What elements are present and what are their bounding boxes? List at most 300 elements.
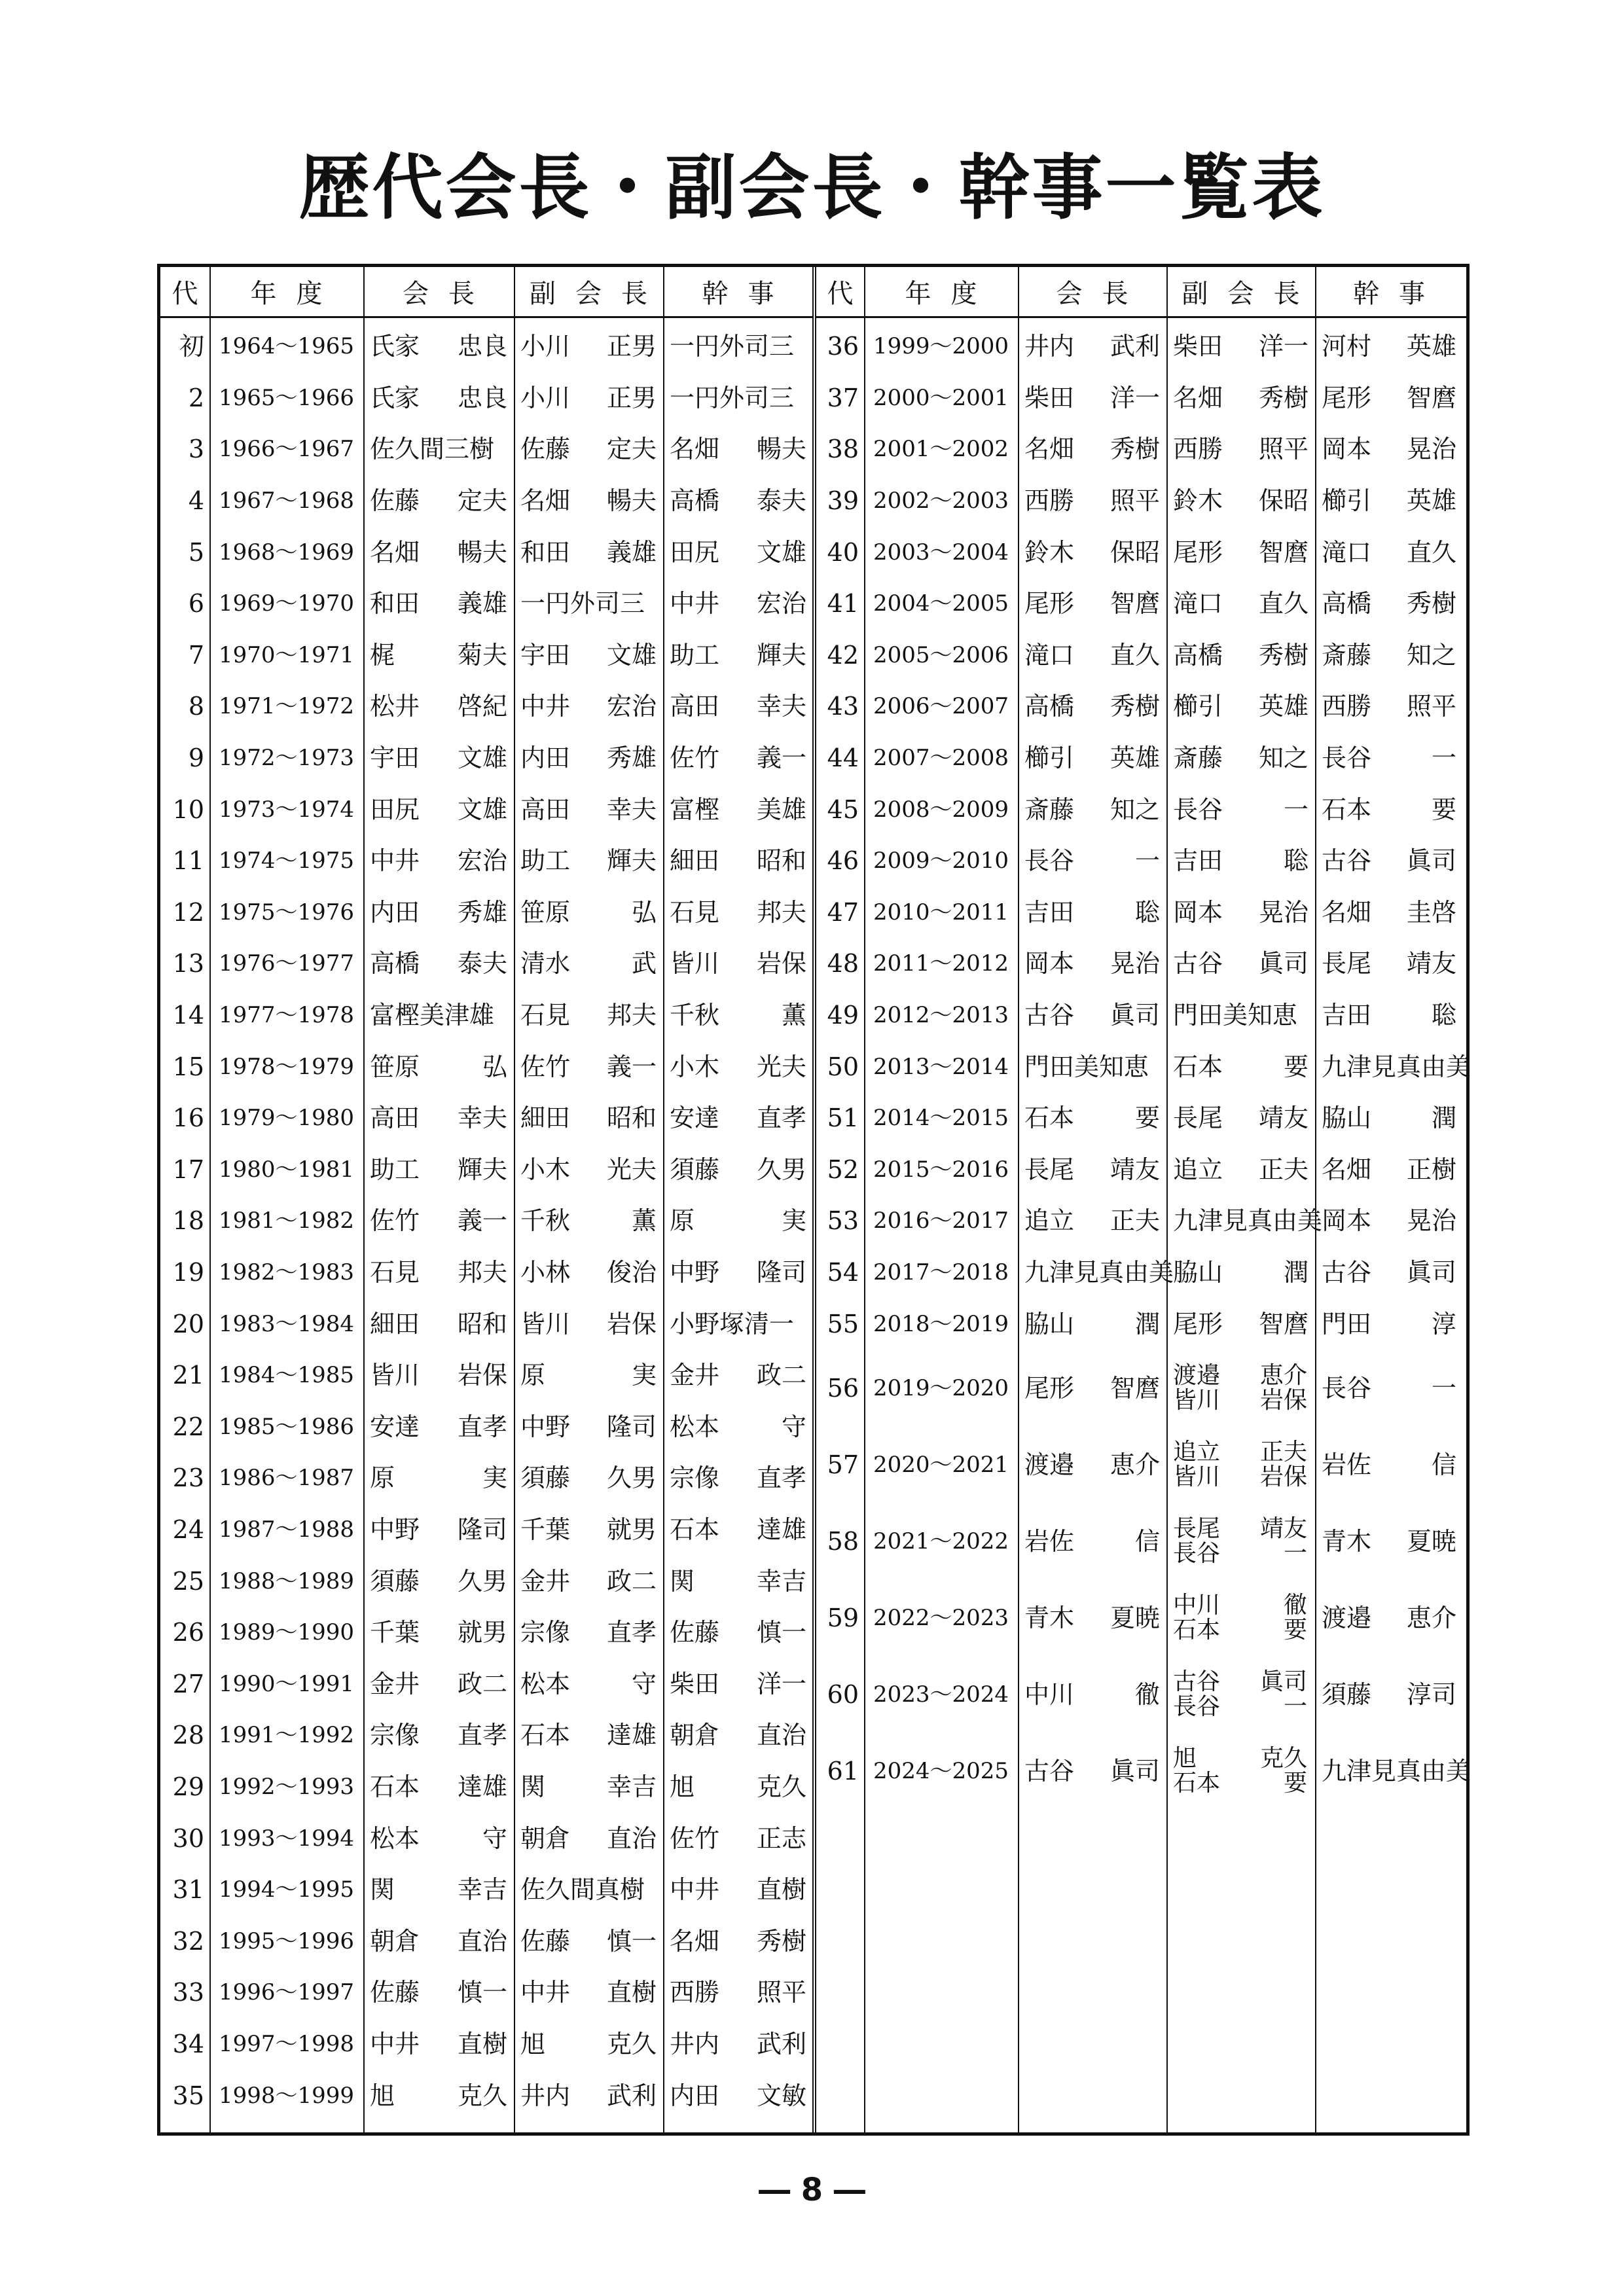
term-number: 58 (827, 1526, 859, 1556)
secretary-name: 石見 邦夫 (670, 897, 806, 927)
vice-president-name: 旭 克久 (1173, 1744, 1307, 1772)
secretary-name: 岡本 晃治 (1322, 435, 1456, 464)
column-header: 会長 (1056, 279, 1148, 309)
term-number: 54 (827, 1258, 859, 1287)
fiscal-year: 2009～2010 (873, 848, 1009, 874)
vice-president-name: 高田 幸夫 (520, 795, 657, 824)
term-number: 47 (827, 897, 859, 927)
president-name: 青木 夏暁 (1024, 1603, 1160, 1632)
fiscal-year: 1964～1965 (218, 333, 355, 360)
term-number: 18 (172, 1206, 204, 1236)
term-number: 51 (827, 1103, 859, 1133)
vice-president-name: 古谷 眞司 (1173, 1668, 1307, 1695)
fiscal-year: 1988～1989 (218, 1568, 355, 1594)
secretary-name: 朝倉 直治 (670, 1721, 806, 1750)
vice-president-name: 助工 輝夫 (520, 846, 657, 876)
vice-president-name: 佐竹 義一 (520, 1052, 657, 1081)
president-name: 名畑 秀樹 (1024, 435, 1160, 464)
secretary-name: 中井 直樹 (670, 1875, 806, 1905)
term-number: 34 (172, 2030, 204, 2059)
vice-president-name: 石本 要 (1173, 1769, 1307, 1797)
term-number: 26 (172, 1618, 204, 1647)
fiscal-year: 2017～2018 (873, 1259, 1009, 1286)
term-number: 57 (827, 1450, 859, 1479)
president-name: 井内 武利 (1024, 332, 1160, 361)
vice-president-name: 笹原 弘 (520, 897, 657, 927)
vice-president-name: 千葉 就男 (520, 1515, 657, 1545)
president-name: 岡本 晃治 (1024, 949, 1160, 978)
president-name: 須藤 久男 (370, 1566, 507, 1596)
president-name: 関 幸吉 (370, 1875, 507, 1905)
vice-president-names (1166, 1579, 1315, 1656)
fiscal-year: 1970～1971 (218, 641, 355, 668)
term-number: 4 (188, 486, 204, 516)
vice-president-name: 千秋 薫 (520, 1206, 657, 1236)
secretary-name: 須藤 淳司 (1322, 1679, 1456, 1709)
secretary-name: 中野 隆司 (670, 1258, 806, 1287)
president-name: 石見 邦夫 (370, 1258, 507, 1287)
vice-president-name: 和田 義雄 (520, 537, 657, 567)
fiscal-year: 1999～2000 (873, 333, 1009, 360)
term-number: 31 (172, 1875, 204, 1905)
vice-president-name: 小川 正男 (520, 332, 657, 361)
header-divider (160, 316, 812, 318)
president-name: 長谷 一 (1024, 846, 1160, 876)
fiscal-year: 2016～2017 (873, 1208, 1009, 1234)
vice-president-name: 皆川 岩保 (1173, 1463, 1307, 1490)
president-name: 石本 達雄 (370, 1772, 507, 1802)
vice-president-name: 追立 正夫 (1173, 1155, 1308, 1184)
vice-president-name: 長尾 靖友 (1173, 1515, 1307, 1542)
fiscal-year: 1980～1981 (218, 1156, 355, 1183)
fiscal-year: 1974～1975 (218, 848, 355, 874)
fiscal-year: 2021～2022 (873, 1528, 1009, 1554)
table-right-half (816, 267, 1471, 2132)
fiscal-year: 1997～1998 (218, 2031, 355, 2058)
vice-president-name: 吉田 聡 (1173, 846, 1308, 876)
secretary-name: 門田 淳 (1322, 1309, 1456, 1338)
secretary-name: 一円外司三 (670, 332, 795, 361)
secretary-name: 岡本 晃治 (1322, 1206, 1456, 1236)
fiscal-year: 2006～2007 (873, 693, 1009, 720)
vice-president-name: 名畑 暢夫 (520, 486, 657, 516)
president-name: 九津見真由美 (1024, 1258, 1174, 1287)
secretary-name: 高橋 秀樹 (1322, 589, 1456, 619)
president-name: 和田 義雄 (370, 589, 507, 619)
fiscal-year: 1967～1968 (218, 488, 355, 514)
fiscal-year: 1991～1992 (218, 1722, 355, 1749)
president-name: 中野 隆司 (370, 1515, 507, 1545)
president-name: 古谷 眞司 (1024, 1001, 1160, 1030)
secretary-name: 石本 要 (1322, 795, 1456, 824)
president-name: 金井 政二 (370, 1669, 507, 1698)
fiscal-year: 1993～1994 (218, 1825, 355, 1852)
secretary-name: 滝口 直久 (1322, 537, 1456, 567)
president-name: 門田美知恵 (1024, 1052, 1149, 1081)
president-name: 中井 宏治 (370, 846, 507, 876)
vice-president-name: 関 幸吉 (520, 1772, 657, 1802)
secretary-name: 櫛引 英雄 (1322, 486, 1456, 516)
term-number: 23 (172, 1463, 204, 1493)
fiscal-year: 1995～1996 (218, 1928, 355, 1954)
secretary-name: 細田 昭和 (670, 846, 806, 876)
fiscal-year: 1972～1973 (218, 745, 355, 772)
column-header: 会長 (403, 279, 494, 309)
term-number: 27 (172, 1669, 204, 1698)
vice-president-name: 鈴木 保昭 (1173, 486, 1308, 516)
secretary-name: 中井 宏治 (670, 589, 806, 619)
secretary-name: 斎藤 知之 (1322, 640, 1456, 670)
secretary-name: 柴田 洋一 (670, 1669, 806, 1698)
term-number: 29 (172, 1772, 204, 1802)
term-number: 25 (172, 1566, 204, 1596)
president-name: 佐久間三樹 (370, 435, 495, 464)
term-number: 21 (172, 1361, 204, 1390)
president-name: 内田 秀雄 (370, 897, 507, 927)
fiscal-year: 1973～1974 (218, 796, 355, 823)
secretary-name: 名畑 圭啓 (1322, 897, 1456, 927)
fiscal-year: 1981～1982 (218, 1208, 355, 1234)
president-name: 尾形 智麿 (1024, 589, 1160, 619)
secretary-name: 古谷 眞司 (1322, 1258, 1456, 1287)
secretary-name: 金井 政二 (670, 1361, 806, 1390)
column-header: 副会長 (530, 279, 667, 309)
president-name: 氏家 忠良 (370, 332, 507, 361)
term-number: 20 (172, 1309, 204, 1338)
fiscal-year: 1989～1990 (218, 1619, 355, 1646)
secretary-name: 佐藤 慎一 (670, 1618, 806, 1647)
fiscal-year: 1982～1983 (218, 1259, 355, 1286)
term-number: 59 (827, 1603, 859, 1632)
president-name: 松井 啓紀 (370, 692, 507, 721)
term-number: 56 (827, 1373, 859, 1403)
fiscal-year: 2018～2019 (873, 1310, 1009, 1337)
fiscal-year: 2023～2024 (873, 1681, 1009, 1708)
president-name: 滝口 直久 (1024, 640, 1160, 670)
column-header: 幹事 (1353, 279, 1445, 309)
vice-president-name: 石見 邦夫 (520, 1001, 657, 1030)
fiscal-year: 2007～2008 (873, 745, 1009, 772)
president-name: 高田 幸夫 (370, 1103, 507, 1133)
vice-president-name: 渡邉 恵介 (1173, 1361, 1307, 1389)
term-number: 60 (827, 1679, 859, 1709)
president-name: 佐藤 慎一 (370, 1978, 507, 2007)
vice-president-name: 佐久間真樹 (520, 1875, 645, 1905)
vice-president-name: 小林 俊治 (520, 1258, 657, 1287)
vice-president-name: 清水 武 (520, 949, 657, 978)
secretary-name: 富樫 美雄 (670, 795, 806, 824)
term-number: 36 (827, 332, 859, 361)
vice-president-name: 滝口 直久 (1173, 589, 1308, 619)
fiscal-year: 1976～1977 (218, 950, 355, 977)
fiscal-year: 1994～1995 (218, 1876, 355, 1903)
term-number: 50 (827, 1052, 859, 1081)
vice-president-names (1166, 1732, 1315, 1809)
vice-president-name: 松本 守 (520, 1669, 657, 1698)
president-name: 笹原 弘 (370, 1052, 507, 1081)
fiscal-year: 2011～2012 (873, 950, 1009, 977)
vice-president-name: 脇山 潤 (1173, 1258, 1308, 1287)
president-name: 脇山 潤 (1024, 1309, 1160, 1338)
term-number: 初 (179, 332, 204, 361)
secretary-name: 原 実 (670, 1206, 806, 1236)
vice-president-name: 追立 正夫 (1173, 1438, 1307, 1465)
vice-president-name: 佐藤 定夫 (520, 435, 657, 464)
fiscal-year: 1983～1984 (218, 1310, 355, 1337)
column-header: 幹事 (702, 279, 794, 309)
fiscal-year: 2002～2003 (873, 488, 1009, 514)
president-name: 氏家 忠良 (370, 383, 507, 412)
fiscal-year: 1971～1972 (218, 693, 355, 720)
secretary-name: 一円外司三 (670, 383, 795, 412)
president-name: 宇田 文雄 (370, 744, 507, 773)
vice-president-name: 小川 正男 (520, 383, 657, 412)
vice-president-name: 原 実 (520, 1361, 657, 1390)
secretary-name: 皆川 岩保 (670, 949, 806, 978)
vice-president-name: 九津見真由美 (1173, 1206, 1323, 1236)
term-number: 8 (188, 692, 204, 721)
term-number: 19 (172, 1258, 204, 1287)
table-left-half (160, 267, 816, 2132)
fiscal-year: 1986～1987 (218, 1465, 355, 1492)
fiscal-year: 2000～2001 (873, 384, 1009, 411)
fiscal-year: 2013～2014 (873, 1053, 1009, 1080)
term-number: 44 (827, 744, 859, 773)
fiscal-year: 1984～1985 (218, 1362, 355, 1389)
fiscal-year: 1992～1993 (218, 1774, 355, 1801)
secretary-name: 長谷 一 (1322, 744, 1456, 773)
term-number: 14 (172, 1001, 204, 1030)
secretary-name: 田尻 文雄 (670, 537, 806, 567)
president-name: 追立 正夫 (1024, 1206, 1160, 1236)
term-number: 55 (827, 1309, 859, 1338)
vice-president-name: 中井 宏治 (520, 692, 657, 721)
term-number: 17 (172, 1155, 204, 1184)
fiscal-year: 2020～2021 (873, 1451, 1009, 1478)
president-name: 岩佐 信 (1024, 1526, 1160, 1556)
fiscal-year: 1968～1969 (218, 539, 355, 565)
secretary-name: 佐竹 義一 (670, 744, 806, 773)
vice-president-name: 長谷 一 (1173, 1539, 1307, 1567)
fiscal-year: 1990～1991 (218, 1670, 355, 1697)
term-number: 28 (172, 1721, 204, 1750)
president-name: 櫛引 英雄 (1024, 744, 1160, 773)
vice-president-name: 長谷 一 (1173, 1693, 1307, 1720)
secretary-name: 古谷 眞司 (1322, 846, 1456, 876)
term-number: 12 (172, 897, 204, 927)
term-number: 37 (827, 383, 859, 412)
vice-president-name: 高橋 秀樹 (1173, 640, 1308, 670)
president-name: 斎藤 知之 (1024, 795, 1160, 824)
president-name: 石本 要 (1024, 1103, 1160, 1133)
vice-president-names (1166, 1426, 1315, 1503)
term-number: 43 (827, 692, 859, 721)
page-title: 歴代会長・副会長・幹事一覧表 (298, 147, 1326, 229)
fiscal-year: 1975～1976 (218, 899, 355, 925)
fiscal-year: 1979～1980 (218, 1105, 355, 1132)
secretary-name: 河村 英雄 (1322, 332, 1456, 361)
vice-president-name: 長尾 靖友 (1173, 1103, 1308, 1133)
vice-president-name: 石本 要 (1173, 1052, 1308, 1081)
president-name: 富樫美津雄 (370, 1001, 495, 1030)
secretary-name: 尾形 智麿 (1322, 383, 1456, 412)
vice-president-name: 岡本 晃治 (1173, 897, 1308, 927)
secretary-name: 名畑 秀樹 (670, 1926, 806, 1956)
president-name: 尾形 智麿 (1024, 1373, 1160, 1403)
secretary-name: 旭 克久 (670, 1772, 806, 1802)
secretary-name: 名畑 暢夫 (670, 435, 806, 464)
term-number: 9 (188, 744, 204, 773)
secretary-name: 脇山 潤 (1322, 1103, 1456, 1133)
vice-president-name: 金井 政二 (520, 1566, 657, 1596)
vice-president-name: 須藤 久男 (520, 1463, 657, 1493)
term-number: 40 (827, 537, 859, 567)
secretary-name: 佐竹 正志 (670, 1823, 806, 1853)
president-name: 佐竹 義一 (370, 1206, 507, 1236)
vice-president-names (1166, 1503, 1315, 1579)
officers-table (157, 264, 1470, 2136)
vice-president-name: 一円外司三 (520, 589, 645, 619)
column-header: 代 (827, 279, 873, 309)
term-number: 13 (172, 949, 204, 978)
fiscal-year: 2019～2020 (873, 1374, 1009, 1401)
term-number: 33 (172, 1978, 204, 2007)
term-number: 32 (172, 1926, 204, 1956)
vice-president-name: 小木 光夫 (520, 1155, 657, 1184)
vice-president-name: 宗像 直孝 (520, 1618, 657, 1647)
term-number: 5 (188, 537, 204, 567)
president-name: 松本 守 (370, 1823, 507, 1853)
secretary-name: 九津見真由美 (1322, 1052, 1471, 1081)
fiscal-year: 2022～2023 (873, 1604, 1009, 1631)
term-number: 52 (827, 1155, 859, 1184)
president-name: 高橋 泰夫 (370, 949, 507, 978)
fiscal-year: 1996～1997 (218, 1979, 355, 2006)
president-name: 鈴木 保昭 (1024, 537, 1160, 567)
fiscal-year: 2004～2005 (873, 590, 1009, 617)
vice-president-name: 佐藤 慎一 (520, 1926, 657, 1956)
secretary-name: 高田 幸夫 (670, 692, 806, 721)
president-name: 原 実 (370, 1463, 507, 1493)
president-name: 佐藤 定夫 (370, 486, 507, 516)
president-name: 古谷 眞司 (1024, 1756, 1160, 1785)
fiscal-year: 2001～2002 (873, 436, 1009, 463)
president-name: 宗像 直孝 (370, 1721, 507, 1750)
fiscal-year: 1987～1988 (218, 1516, 355, 1543)
president-name: 名畑 暢夫 (370, 537, 507, 567)
secretary-name: 小木 光夫 (670, 1052, 806, 1081)
column-header: 年度 (905, 279, 997, 309)
secretary-name: 松本 守 (670, 1412, 806, 1441)
term-number: 30 (172, 1823, 204, 1853)
vice-president-name: 櫛引 英雄 (1173, 692, 1308, 721)
vice-president-name: 西勝 照平 (1173, 435, 1308, 464)
president-name: 長尾 靖友 (1024, 1155, 1160, 1184)
president-name: 吉田 聡 (1024, 897, 1160, 927)
term-number: 16 (172, 1103, 204, 1133)
term-number: 10 (172, 795, 204, 824)
vice-president-names (1166, 1350, 1315, 1426)
secretary-name: 高橋 泰夫 (670, 486, 806, 516)
term-number: 38 (827, 435, 859, 464)
president-name: 高橋 秀樹 (1024, 692, 1160, 721)
president-name: 安達 直孝 (370, 1412, 507, 1441)
term-number: 22 (172, 1412, 204, 1441)
term-number: 7 (188, 640, 204, 670)
fiscal-year: 1998～1999 (218, 2082, 355, 2109)
secretary-name: 安達 直孝 (670, 1103, 806, 1133)
vice-president-name: 石本 達雄 (520, 1721, 657, 1750)
secretary-name: 吉田 聡 (1322, 1001, 1456, 1030)
fiscal-year: 1985～1986 (218, 1413, 355, 1440)
president-name: 皆川 岩保 (370, 1361, 507, 1390)
president-name: 細田 昭和 (370, 1309, 507, 1338)
president-name: 柴田 洋一 (1024, 383, 1160, 412)
president-name: 旭 克久 (370, 2081, 507, 2110)
fiscal-year: 2015～2016 (873, 1156, 1009, 1183)
secretary-name: 九津見真由美 (1322, 1756, 1471, 1785)
president-name: 西勝 照平 (1024, 486, 1160, 516)
secretary-name: 渡邉 恵介 (1322, 1603, 1456, 1632)
president-name: 中井 直樹 (370, 2030, 507, 2059)
secretary-name: 井内 武利 (670, 2030, 806, 2059)
vice-president-name: 斎藤 知之 (1173, 744, 1308, 773)
president-name: 千葉 就男 (370, 1618, 507, 1647)
vice-president-name: 朝倉 直治 (520, 1823, 657, 1853)
fiscal-year: 2014～2015 (873, 1105, 1009, 1132)
term-number: 3 (188, 435, 204, 464)
secretary-name: 青木 夏暁 (1322, 1526, 1456, 1556)
term-number: 46 (827, 846, 859, 876)
vice-president-name: 石本 要 (1173, 1616, 1307, 1643)
fiscal-year: 1978～1979 (218, 1053, 355, 1080)
vice-president-name: 名畑 秀樹 (1173, 383, 1308, 412)
vice-president-name: 尾形 智麿 (1173, 1309, 1308, 1338)
fiscal-year: 1965～1966 (218, 384, 355, 411)
fiscal-year: 2003～2004 (873, 539, 1009, 565)
term-number: 48 (827, 949, 859, 978)
fiscal-year: 1969～1970 (218, 590, 355, 617)
vice-president-name: 宇田 文雄 (520, 640, 657, 670)
vice-president-name: 内田 秀雄 (520, 744, 657, 773)
vice-president-name: 皆川 岩保 (520, 1309, 657, 1338)
vice-president-name: 柴田 洋一 (1173, 332, 1308, 361)
term-number: 24 (172, 1515, 204, 1545)
vice-president-name: 中井 直樹 (520, 1978, 657, 2007)
secretary-name: 須藤 久男 (670, 1155, 806, 1184)
secretary-name: 長谷 一 (1322, 1373, 1456, 1403)
term-number: 35 (172, 2081, 204, 2110)
term-number: 53 (827, 1206, 859, 1236)
header-divider (816, 316, 1466, 318)
president-name: 田尻 文雄 (370, 795, 507, 824)
vice-president-name: 中野 隆司 (520, 1412, 657, 1441)
vice-president-name: 皆川 岩保 (1173, 1386, 1307, 1414)
term-number: 15 (172, 1052, 204, 1081)
secretary-name: 西勝 照平 (1322, 692, 1456, 721)
secretary-name: 関 幸吉 (670, 1566, 806, 1596)
vice-president-name: 門田美知恵 (1173, 1001, 1298, 1030)
secretary-name: 石本 達雄 (670, 1515, 806, 1545)
term-number: 6 (188, 589, 204, 619)
vice-president-name: 長谷 一 (1173, 795, 1308, 824)
term-number: 61 (827, 1756, 859, 1785)
column-header: 代 (171, 279, 218, 309)
secretary-name: 西勝 照平 (670, 1978, 806, 2007)
fiscal-year: 1966～1967 (218, 436, 355, 463)
secretary-name: 小野塚清一 (670, 1309, 795, 1338)
term-number: 2 (188, 383, 204, 412)
